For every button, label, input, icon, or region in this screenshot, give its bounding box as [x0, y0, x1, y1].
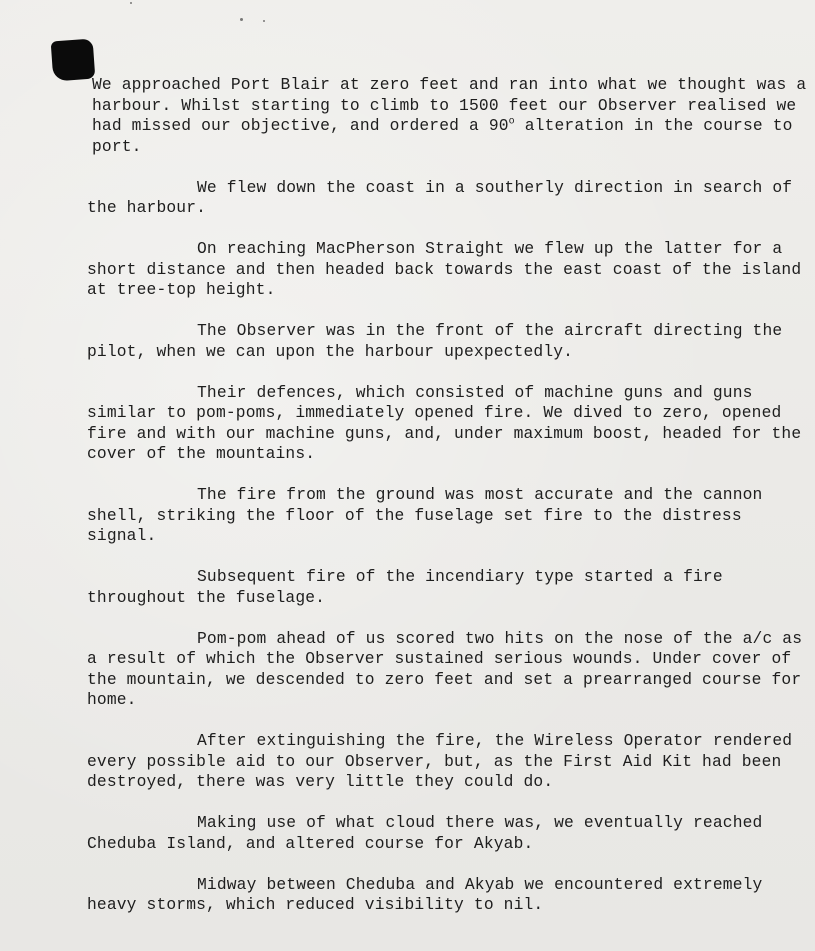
paragraph-2: We flew down the coast in a southerly direction in search of the harbour. [87, 177, 793, 217]
paragraph-8: Pom-pom ahead of us scored two hits on the nose of the a/c as a result of which the Observer sustained serious wounds. Under cover of the mountain, we descended to zero feet and set a prearranged course for home. [87, 628, 803, 709]
paper-speck [240, 18, 243, 21]
paragraph-3: On reaching MacPherson Straight we flew up the latter for a short distance and then headed back towards the east coast of the island at tree-top height. [87, 239, 802, 299]
paragraph-1 [87, 75, 809, 157]
paragraph-1-text: We approached Port Blair at zero feet and ran into what we thought was a harbour. Whilst starting to climb to 1500 feet our Observer realised we had missed our objective, and ordered a 90 [92, 75, 807, 135]
degree-superscript: o [508, 116, 515, 128]
paper-speck [130, 2, 132, 4]
paragraph-6: The fire from the ground was most accurate and the cannon shell, striking the floor of the fuselage set fire to the distress signal. [87, 485, 763, 545]
paper-speck [263, 20, 265, 22]
paragraph-7: Subsequent fire of the incendiary type started a fire throughout the fuselage. [87, 567, 723, 607]
paragraph-10: Making use of what cloud there was, we eventually reached Cheduba Island, and altered course for Akyab. [87, 813, 763, 853]
paragraph-9: After extinguishing the fire, the Wireless Operator rendered every possible aid to our Observer, but, as the First Aid Kit had been destroyed, there was very little they could do. [87, 731, 793, 791]
document-body [87, 75, 809, 936]
paragraph-5: Their defences, which consisted of machine guns and guns similar to pom-poms, immediately opened fire. We dived to zero, opened fire and with our machine guns, and, under maximum boost, headed for the cover of the mountains. [87, 382, 802, 463]
paragraph-4: The Observer was in the front of the aircraft directing the pilot, when we can upon the harbour upexpectedly. [87, 321, 783, 361]
paragraph-1-text-end: alteration in the course to port. [92, 116, 793, 156]
paragraph-11: Midway between Cheduba and Akyab we encountered extremely heavy storms, which reduced visibility to nil. [87, 874, 763, 914]
